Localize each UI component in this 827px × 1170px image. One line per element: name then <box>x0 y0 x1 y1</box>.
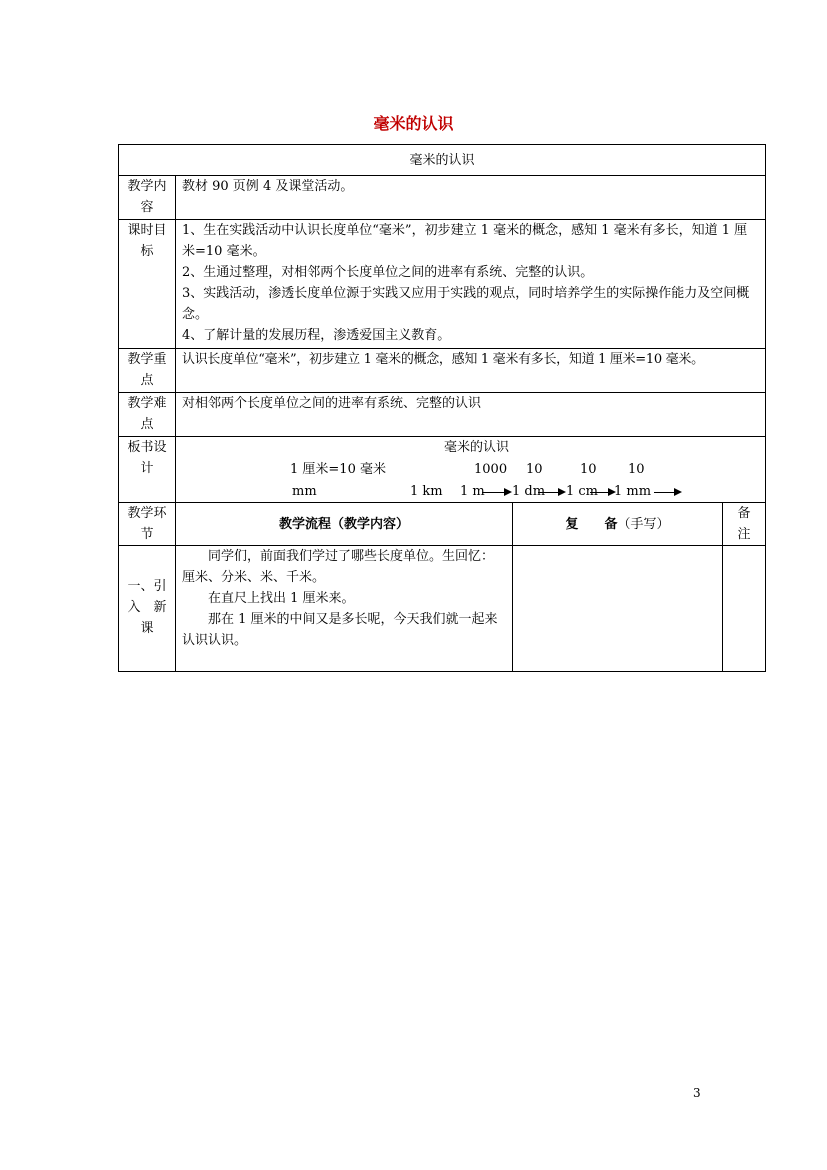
review-header-text: 复 备 <box>565 516 618 532</box>
board-cell <box>176 437 766 503</box>
goals-cell <box>176 220 766 349</box>
goal-item: 1、生在实践活动中认识长度单位“毫米”，初步建立 1 毫米的概念，感知 1 毫米有多长，知道 1 厘米=10 毫米。 <box>182 223 748 259</box>
rate-label: 1000 <box>474 462 508 477</box>
unit-dm: 1 dm <box>512 484 546 499</box>
board-design <box>182 437 759 501</box>
key-label: 教学重点 <box>119 349 176 393</box>
arrow-icon <box>590 492 614 493</box>
difficulty-text: 对相邻两个长度单位之间的进率有系统、完整的认识 <box>176 393 766 437</box>
unit-mm: mm <box>292 484 317 499</box>
unit-mm-chain: 1 mm <box>614 484 652 499</box>
review-cell <box>513 546 723 672</box>
stage1-paragraph: 同学们，前面我们学过了哪些长度单位。生回忆：厘米、分米、米、千米。 <box>182 549 495 585</box>
notes-cell <box>723 546 766 672</box>
board-formula: 1 厘米=10 毫米 <box>290 462 386 477</box>
stage1-label: 一、引入 新课 <box>119 546 176 672</box>
board-row <box>119 437 766 503</box>
difficulty-label: 教学难点 <box>119 393 176 437</box>
goals-label: 课时目标 <box>119 220 176 349</box>
content-label: 教学内容 <box>119 176 176 220</box>
stage1-row <box>119 546 766 672</box>
unit-km: 1 km <box>410 484 443 499</box>
board-title: 毫米的认识 <box>444 440 510 455</box>
review-header-note: （手写） <box>617 516 670 532</box>
notes-header: 备注 <box>723 503 766 546</box>
content-row <box>119 176 766 220</box>
page-number: 3 <box>693 1086 701 1100</box>
board-label: 板书设计 <box>119 437 176 503</box>
key-text: 认识长度单位“毫米”，初步建立 1 毫米的概念，感知 1 毫米有多长，知道 1 厘米=10 毫米。 <box>176 349 766 393</box>
stage1-paragraph: 那在 1 厘米的中间又是多长呢，今天我们就一起来认识认识。 <box>182 612 498 648</box>
rate-label: 10 <box>580 462 597 477</box>
table-header-row <box>119 145 766 176</box>
content-text: 教材 90 页例 4 及课堂活动。 <box>176 176 766 220</box>
goal-item: 4、了解计量的发展历程，渗透爱国主义教育。 <box>182 328 451 343</box>
goal-item: 3、实践活动，渗透长度单位源于实践又应用于实践的观点，同时培养学生的实际操作能力及空间概念。 <box>182 286 750 322</box>
rate-label: 10 <box>628 462 645 477</box>
stage-label: 教学环节 <box>119 503 176 546</box>
unit-cm: 1 cm <box>566 484 599 499</box>
goal-item: 2、生通过整理，对相邻两个长度单位之间的进率有系统、完整的认识。 <box>182 265 594 280</box>
unit-m: 1 m <box>460 484 485 499</box>
process-header <box>176 503 513 546</box>
stage1-content <box>176 546 513 672</box>
difficulty-row <box>119 393 766 437</box>
arrow-icon <box>538 492 564 493</box>
arrow-icon <box>482 492 510 493</box>
key-row <box>119 349 766 393</box>
table-header: 毫米的认识 <box>119 145 766 176</box>
stage1-paragraph: 在直尺上找出 1 厘米来。 <box>208 591 355 606</box>
process-header-text: 教学流程（教学内容） <box>278 516 409 532</box>
rate-label: 10 <box>526 462 543 477</box>
review-header <box>513 503 723 546</box>
stage-header-row <box>119 503 766 546</box>
lesson-plan-table <box>118 144 766 672</box>
arrow-icon <box>654 492 680 493</box>
document-title: 毫米的认识 <box>373 114 454 133</box>
goals-row <box>119 220 766 349</box>
